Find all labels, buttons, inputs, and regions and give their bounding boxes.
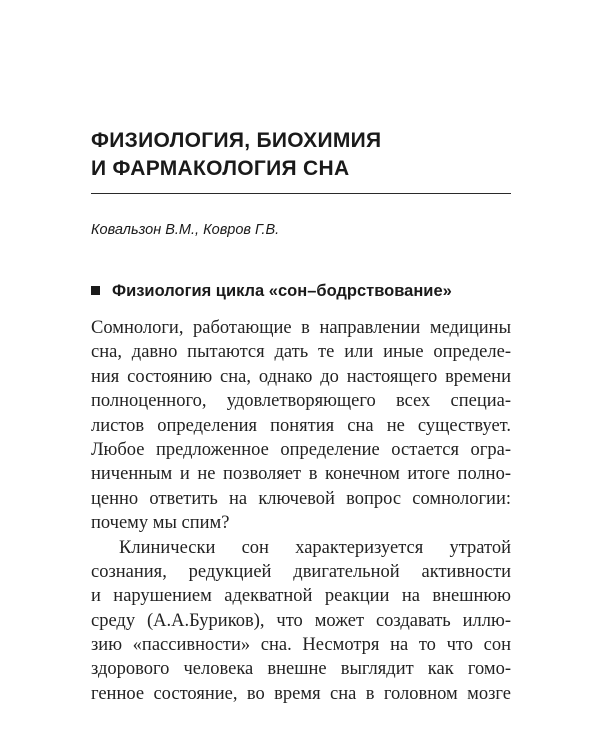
text-line: сознания, редукцией двигательной активности xyxy=(91,561,511,582)
chapter-title xyxy=(91,127,511,183)
square-bullet-icon xyxy=(91,286,100,295)
book-page xyxy=(91,0,511,750)
text-line: генное состояние, во время сна в головном мозге xyxy=(91,683,511,704)
text-line: и нарушением адекватной реакции на внешнюю xyxy=(91,586,511,607)
text-line: ниченным и не позволяет в конечном итоге полно- xyxy=(91,464,511,485)
authors: Ковальзон В.М., Ковров Г.В. xyxy=(91,222,280,238)
paragraph-1 xyxy=(91,316,511,536)
body-text xyxy=(91,316,511,706)
section-heading xyxy=(91,280,511,302)
section-heading-text: Физиология цикла «сон–бодрствование» xyxy=(112,282,452,300)
text-line: полноценного, удовлетворяющего всех специа- xyxy=(91,391,511,412)
text-line: зию «пассивности» сна. Несмотря на то что сон xyxy=(91,635,511,656)
text-line: Любое предложенное определение остается огра- xyxy=(91,439,511,460)
text-line: ценно ответить на ключевой вопрос сомнологии: xyxy=(91,488,511,509)
title-divider xyxy=(91,193,511,194)
text-line: среду (А.А.Буриков), что может создавать иллю- xyxy=(91,610,511,631)
text-line: Сомнологи, работающие в направлении медицины xyxy=(91,318,511,338)
text-line: листов определения понятия сна не существует. xyxy=(91,415,511,436)
chapter-title-line-1: ФИЗИОЛОГИЯ, БИОХИМИЯ xyxy=(91,129,382,152)
text-line: здорового человека внешне выглядит как гомо- xyxy=(91,659,511,680)
text-line: Клинически сон характеризуется утратой xyxy=(119,537,511,558)
text-line: сна, давно пытаются дать те или иные определе- xyxy=(91,342,511,363)
paragraph-2 xyxy=(91,536,511,707)
chapter-title-line-2: И ФАРМАКОЛОГИЯ СНА xyxy=(91,157,350,180)
text-line: почему мы спим? xyxy=(91,513,230,534)
text-line: ния состоянию сна, однако до настоящего времени xyxy=(91,366,511,387)
